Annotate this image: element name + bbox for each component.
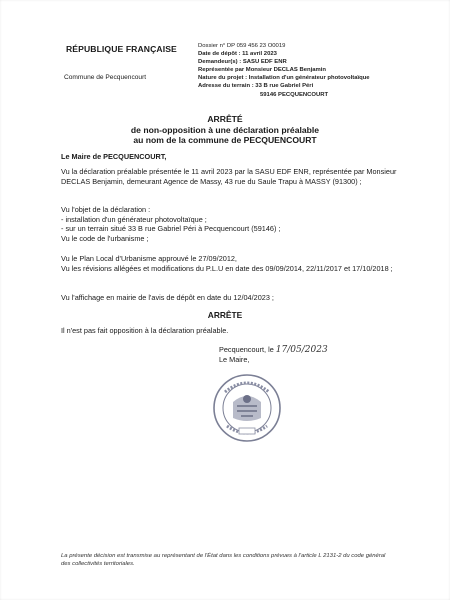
paragraph-decision (61, 326, 401, 336)
paragraph-text: Vu les révisions allégées et modifications du P.L.U en date des 09/09/2014, 22/11/2017 et 17/10/2018 ; (61, 263, 393, 273)
dossier-line: Demandeur(s) : SASU EDF ENR (198, 59, 287, 66)
dossier-line: Représentée par Monsieur DECLAS Benjamin (198, 67, 326, 74)
paragraph-objet (61, 205, 401, 234)
dossier-line: Date de dépôt : 11 avril 2023 (198, 51, 277, 58)
republic-heading: RÉPUBLIQUE FRANÇAISE (66, 44, 177, 54)
signature-block (219, 345, 328, 365)
arrete-heading: ARRÊTE (207, 310, 243, 320)
decision-title (0, 114, 450, 146)
paragraph-text: Il n'est pas fait opposition à la déclaration préalable. (61, 326, 229, 335)
footer-note: La présente décision est transmise au représentant de l'État dans les conditions prévues à l'article L 2131-2 du code général des collectivités territoriales. (61, 553, 386, 567)
paragraph-text: Vu l'objet de la déclaration : (61, 205, 151, 214)
dossier-info (198, 42, 428, 99)
commune-name: Commune de Pecquencourt (64, 74, 147, 81)
maire-heading: Le Maire de PECQUENCOURT, (61, 152, 167, 161)
paragraph-declaration (61, 167, 401, 186)
handwritten-date: 17/05/2023 (275, 345, 328, 355)
signature-place: Pecquencourt, le (219, 345, 274, 354)
paragraph-text: Vu l'affichage en mairie de l'avis de dépôt en date du 12/04/2023 ; (61, 293, 274, 302)
paragraph-code (61, 234, 401, 244)
signature-role: Le Maire, (219, 355, 250, 365)
mairie-seal-stamp (211, 372, 283, 444)
list-item: - installation d'un générateur photovoltaïque ; (61, 214, 207, 224)
signature-place-line (219, 345, 328, 355)
paragraph-affichage (61, 293, 401, 303)
dossier-line: Dossier n° DP 059 456 23 O0019 (198, 43, 286, 49)
list-item: - sur un terrain situé 33 B rue Gabriel Péri à Pecquencourt (59146) ; (61, 224, 281, 234)
paragraph-text: Vu le Plan Local d'Urbanisme approuvé le 27/09/2012, (61, 254, 237, 263)
title-line: au nom de la commune de PECQUENCOURT (133, 135, 317, 146)
title-line: ARRÊTÉ (207, 114, 243, 124)
title-line: de non-opposition à une déclaration préalable (130, 124, 320, 135)
dossier-city: 59146 PECQUENCOURT (260, 91, 329, 98)
dossier-line: Adresse du terrain : 33 B rue Gabriel Péri (198, 83, 314, 90)
dossier-line: Nature du projet : Installation d'un générateur photovoltaïque (198, 75, 370, 82)
paragraph-text: Vu le code de l'urbanisme ; (61, 234, 149, 243)
paragraph-plu (61, 254, 401, 273)
paragraph-text: Vu la déclaration préalable présentée le 11 avril 2023 par la SASU EDF ENR, représentée par Monsieur DECLAS Benjamin, demeurant Agence de Massy, 43 rue du Saule Trapu à MASSY (91300) ; (61, 167, 397, 186)
